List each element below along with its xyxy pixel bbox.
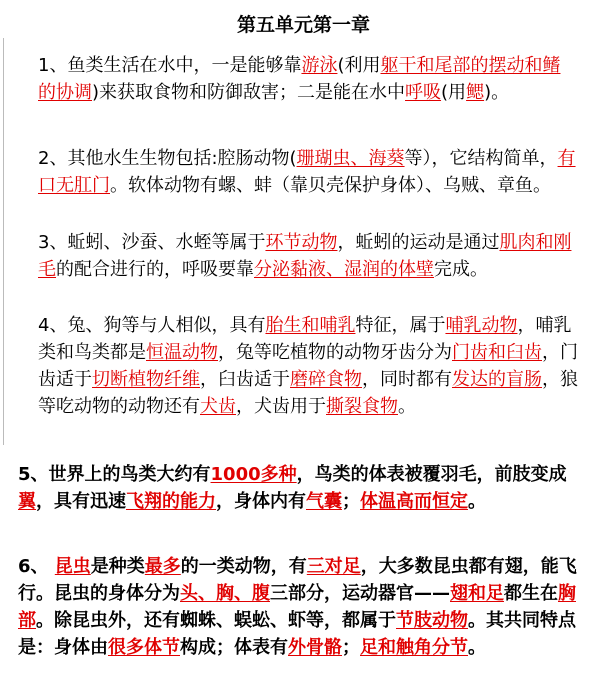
text-segment: 构成；体表有 <box>180 637 288 658</box>
highlighted-keyword: 门齿和臼齿 <box>452 342 542 363</box>
left-margin-rule <box>3 38 4 445</box>
text-segment: ，门齿适于 <box>38 342 578 390</box>
highlighted-keyword: 鳃 <box>466 82 485 103</box>
text-segment: 。 <box>468 491 486 512</box>
text-segment: )。 <box>484 82 510 103</box>
paragraph-5-birds <box>18 461 590 515</box>
highlighted-keyword: 肌肉和刚毛 <box>38 232 572 280</box>
highlighted-keyword: 切断植物纤维 <box>92 369 200 390</box>
text-segment: ，犬齿用于 <box>236 396 326 417</box>
highlighted-keyword: 环节动物 <box>265 232 338 253</box>
text-segment: 都生在 <box>504 583 558 604</box>
highlighted-keyword: 犬齿 <box>200 396 236 417</box>
highlighted-keyword: 体温高而恒定 <box>360 491 468 512</box>
text-segment: 6、 <box>18 556 55 577</box>
text-segment: 特征，属于 <box>355 315 446 336</box>
text-segment: ，鸟类的体表被覆羽毛，前肢变成 <box>296 464 567 485</box>
text-segment: ，狼等吃动物的动物还有 <box>38 369 578 417</box>
text-segment: ，具有迅速 <box>36 491 126 512</box>
text-segment: 1、鱼类生活在水中，一是能够靠 <box>38 55 302 76</box>
text-segment: ，兔等吃植物的动物牙齿分为 <box>218 342 452 363</box>
text-segment: 的一类动物，有 <box>180 556 307 577</box>
highlighted-keyword: 发达的盲肠 <box>452 369 542 390</box>
highlighted-keyword: 磨碎食物 <box>290 369 362 390</box>
text-segment: 。其共同特点是：身体由 <box>18 610 576 658</box>
text-segment: 。除昆虫外，还有蜘蛛、蜈蚣、虾等，都属于 <box>36 610 396 631</box>
text-segment: 三部分，运动器官—— <box>270 583 450 604</box>
text-segment: 2、其他水生生物包括:腔肠动物( <box>38 148 297 169</box>
text-segment: 完成。 <box>434 259 488 280</box>
text-segment: ，身体内有 <box>216 491 306 512</box>
text-segment: ； <box>342 637 360 658</box>
text-segment: 4、兔、狗等与人相似，具有 <box>38 315 266 336</box>
paragraph-3-annelids <box>38 229 586 283</box>
highlighted-keyword: 呼吸 <box>405 82 442 103</box>
text-segment: ，哺乳类和鸟类都是 <box>38 315 572 363</box>
highlighted-keyword: 飞翔的能力 <box>126 491 216 512</box>
highlighted-keyword: 躯干和尾部的摆动和鳍的协调 <box>38 55 561 103</box>
highlighted-keyword: 很多体节 <box>108 637 180 658</box>
text-segment: 5、世界上的鸟类大约有 <box>18 464 211 485</box>
text-segment: 等），它结构简单， <box>404 148 558 169</box>
text-segment: ，大多数昆虫都有翅，能飞行。昆虫的身体分为 <box>18 556 577 604</box>
paragraph-6-insects <box>18 553 590 661</box>
text-segment: ，蚯蚓的运动是通过 <box>337 232 500 253</box>
highlighted-keyword: 最多 <box>144 556 181 577</box>
highlighted-keyword: 撕裂食物 <box>326 396 398 417</box>
highlighted-keyword: 分泌黏液、湿润的体壁 <box>254 259 434 280</box>
highlighted-keyword: 三对足 <box>306 556 361 577</box>
highlighted-keyword: 胸部 <box>18 583 576 631</box>
highlighted-keyword: 游泳 <box>301 55 338 76</box>
text-segment: ，臼齿适于 <box>200 369 290 390</box>
highlighted-keyword: 翼 <box>18 491 36 512</box>
text-segment: (利用 <box>337 55 381 76</box>
text-segment: ，同时都有 <box>362 369 452 390</box>
highlighted-keyword: 翅和足 <box>450 583 504 604</box>
text-segment: (用 <box>441 82 467 103</box>
paragraph-2-aquatic-animals <box>38 145 578 199</box>
text-segment: 是种类 <box>90 556 145 577</box>
highlighted-keyword: 气囊 <box>306 491 342 512</box>
highlighted-keyword: 珊瑚虫、海葵 <box>296 148 405 169</box>
paragraph-4-mammals <box>38 312 586 420</box>
highlighted-keyword: 足和触角分节 <box>360 637 468 658</box>
text-segment: )来获取食物和防御敌害；二是能在水中 <box>92 82 406 103</box>
highlighted-keyword: 哺乳动物 <box>445 315 518 336</box>
text-segment: 的配合进行的，呼吸要靠 <box>56 259 254 280</box>
highlighted-keyword: 节肢动物 <box>396 610 468 631</box>
text-segment: ； <box>342 491 360 512</box>
highlighted-keyword: 有口无肛门 <box>38 148 576 196</box>
highlighted-keyword: 外骨骼 <box>288 637 342 658</box>
text-segment: 。软体动物有螺、蚌（靠贝壳保护身体）、乌贼、章鱼。 <box>110 175 551 196</box>
highlighted-keyword: 1000多种 <box>210 464 297 485</box>
highlighted-keyword: 胎生和哺乳 <box>265 315 356 336</box>
paragraph-1-fish <box>38 52 578 106</box>
text-segment: 。 <box>468 637 486 658</box>
page-title: 第五单元第一章 <box>236 14 370 36</box>
text-segment: 3、蚯蚓、沙蚕、水蛭等属于 <box>38 232 266 253</box>
highlighted-keyword: 昆虫 <box>54 556 91 577</box>
highlighted-keyword: 恒温动物 <box>146 342 218 363</box>
highlighted-keyword: 头、胸、腹 <box>180 583 270 604</box>
text-segment: 。 <box>398 396 416 417</box>
